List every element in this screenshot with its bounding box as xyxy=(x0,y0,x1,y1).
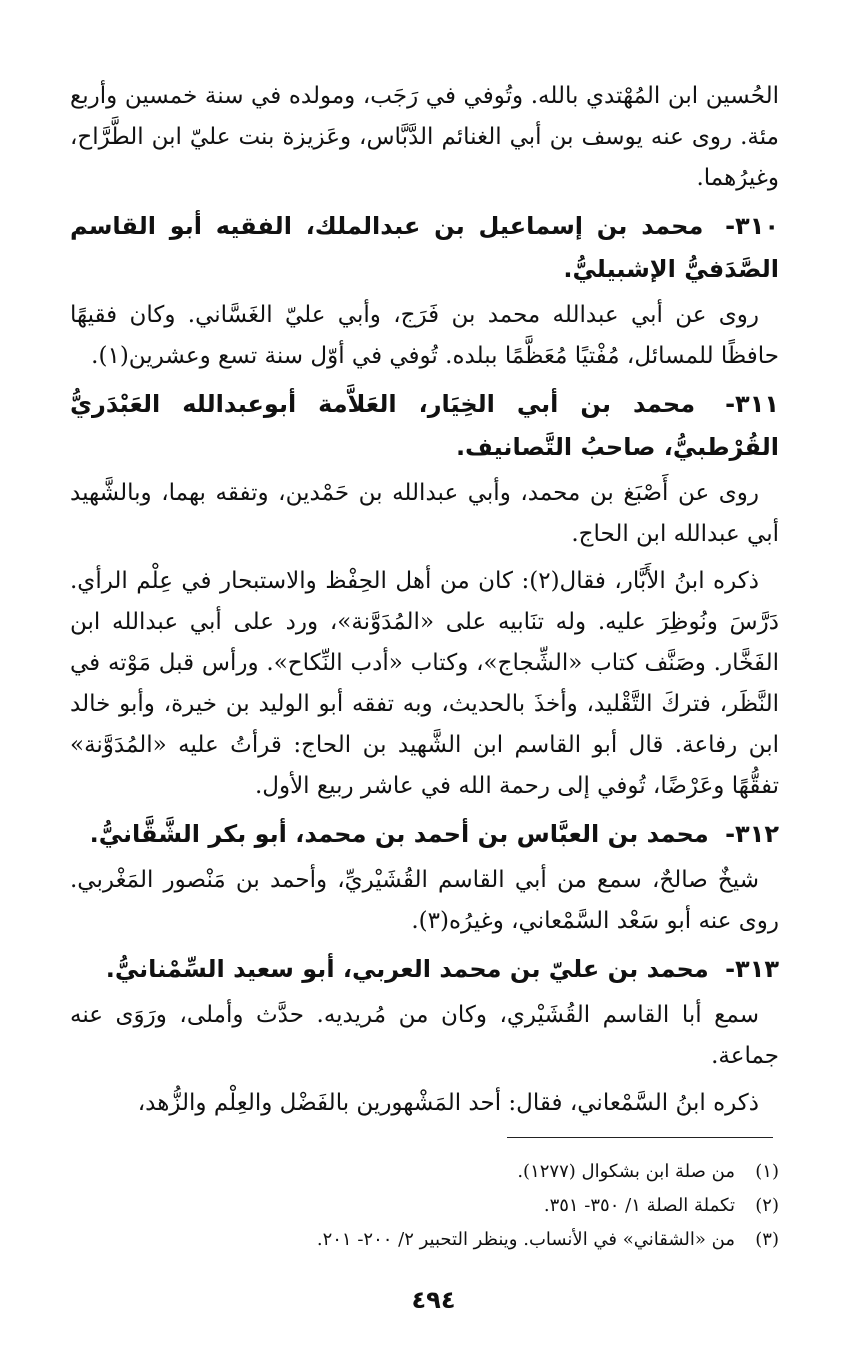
entry-heading-311 xyxy=(70,383,779,469)
footnote xyxy=(70,1189,779,1223)
paragraph: سمع أبا القاسم القُشَيْري، وكان من مُريديه. حدَّث وأملى، ورَوَى عنه جماعة. xyxy=(70,1002,779,1069)
paragraph: ذكره ابنُ السَّمْعاني، فقال: أحد المَشْهورين بالفَضْل والعِلْم والزُّهد، xyxy=(137,1090,759,1116)
entry-heading-313 xyxy=(70,948,779,991)
entry-heading-310 xyxy=(70,205,779,291)
entry-title: محمد بن إسماعيل بن عبدالملك، الفقيه أبو القاسم الصَّدَفيُّ الإشبيليُّ. xyxy=(70,212,779,283)
paragraph: شيخٌ صالحٌ، سمع من أبي القاسم القُشَيْريِّ، وأحمد بن مَنْصور المَغْربي. روى عنه أبو سَعْد السَّمْعاني، وغيرُه(٣). xyxy=(70,867,779,934)
paragraph: ذكره ابنُ الأَبَّار، فقال(٢): كان من أهل الحِفْظ والاستبحار في عِلْم الرأي. دَرَّسَ ونُوظِرَ عليه. وله تنَابيه على «المُدَوَّنة»، ورد على أبي عبدالله ابن الفَخَّار. وصَنَّف كتاب «الشِّجاج»، وكتاب «أدب النِّكاح». ورأس قبل مَوْته في النَّظَر، فتركَ التَّقْليد، وأخذَ بالحديث، وبه تفقه أبو الوليد بن خيرة، وأبو خالد ابن رفاعة. قال أبو القاسم ابن الشَّهيد بن الحاج: قرأتُ عليه «المُدَوَّنة» تفقُّهًا وعَرْضًا، تُوفي إلى رحمة الله في عاشر ربيع الأول. xyxy=(70,568,779,799)
footnote-text: تكملة الصلة ١/ ٣٥٠- ٣٥١. xyxy=(543,1195,735,1216)
entry-number: ٣١٢- xyxy=(725,820,779,848)
entry-number: ٣١١- xyxy=(725,390,779,418)
paragraph: روى عن أَصْبَغ بن محمد، وأبي عبدالله بن حَمْدين، وتفقه بهما، وبالشَّهيد أبي عبدالله ابن الحاج. xyxy=(70,480,779,547)
entry-title: محمد بن أبي الخِيَار، العَلاَّمة أبوعبدالله العَبْدَريُّ القُرْطبيُّ، صاحبُ التَّصانيف. xyxy=(70,390,779,461)
footnote xyxy=(70,1223,779,1257)
footnote-number: (٣) xyxy=(755,1229,779,1250)
footnote-number: (١) xyxy=(755,1161,779,1182)
footnote-text: من صلة ابن بشكوال (١٢٧٧). xyxy=(517,1161,735,1182)
page-number: ٤٩٤ xyxy=(411,1286,456,1314)
footnote-divider xyxy=(507,1137,773,1138)
entry-number: ٣١٣- xyxy=(725,955,779,983)
paragraph: روى عن أبي عبدالله محمد بن فَرَج، وأبي عليّ الغَسَّاني. وكان فقيهًا حافظًا للمسائل، مُفْتيًا مُعَظَّمًا ببلده. تُوفي في أوّل سنة تسع وعشرين(١). xyxy=(70,302,779,369)
footnote-number: (٢) xyxy=(755,1195,779,1216)
footnotes xyxy=(70,1155,779,1257)
footnote-text: من «الشقاني» في الأنساب. وينظر التحبير ٢/ ٢٠٠- ٢٠١. xyxy=(316,1229,735,1250)
entry-number: ٣١٠- xyxy=(725,212,779,240)
footnote xyxy=(70,1155,779,1189)
entry-title: محمد بن عليّ بن محمد العربي، أبو سعيد السِّمْنانيُّ. xyxy=(105,955,709,983)
entry-title: محمد بن العبَّاس بن أحمد بن محمد، أبو بكر الشَّقَّانيُّ. xyxy=(89,820,709,848)
entry-heading-312 xyxy=(70,813,779,856)
paragraph-continuation: الحُسين ابن المُهْتدي بالله. وتُوفي في رَجَب، ومولده في سنة خمسين وأربع مئة. روى عنه يوسف بن أبي الغنائم الدَّبَّاس، وعَزيزة بنت عليّ ابن الطَّرَّاح، وغيرُهما. xyxy=(70,83,779,191)
